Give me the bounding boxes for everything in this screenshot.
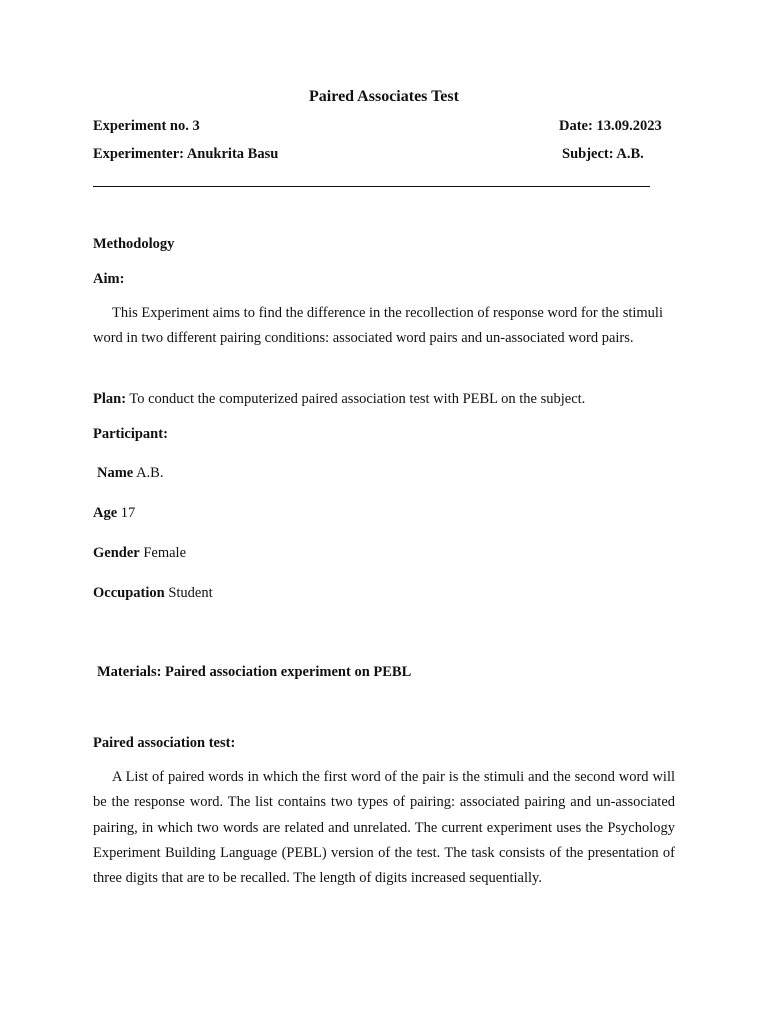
plan-line: [93, 391, 585, 408]
paired-association-paragraph: A List of paired words in which the first word of the pair is the stimuli and the second word will be the response word. The list contains two types of pairing: associated pairing and un-associated pairing, in which two words are related and unrelated. The current experiment uses the Psychology Experiment Building Language (PEBL) version of the test. The task consists of the presentation of three digits that are to be recalled. The length of digits increased sequentially.: [93, 769, 675, 887]
name-label: Name: [97, 465, 134, 481]
experimenter-name: Experimenter: Anukrita Basu: [93, 146, 279, 162]
aim-heading: Aim:: [93, 271, 125, 287]
experiment-date: Date: 13.09.2023: [559, 118, 662, 134]
plan-text: To conduct the computerized paired association test with PEBL on the subject.: [126, 391, 586, 407]
gender-label: Gender: [93, 545, 140, 561]
materials-heading: Materials: Paired association experiment on PEBL: [97, 664, 412, 680]
subject-name: Subject: A.B.: [562, 146, 644, 162]
participant-occupation-line: [93, 585, 213, 602]
plan-label: Plan:: [93, 391, 127, 407]
participant-age-line: [93, 505, 135, 522]
experiment-number: Experiment no. 3: [93, 118, 200, 134]
document-title: Paired Associates Test: [309, 88, 459, 105]
name-value: A.B.: [133, 465, 164, 481]
occupation-label: Occupation: [93, 585, 165, 601]
age-label: Age: [93, 505, 118, 521]
age-value: 17: [117, 505, 136, 521]
paired-association-heading: Paired association test:: [93, 735, 236, 751]
participant-gender-line: [93, 545, 186, 562]
occupation-value: Student: [164, 585, 213, 601]
gender-value: Female: [139, 545, 187, 561]
participant-heading: Participant:: [93, 426, 168, 442]
methodology-heading: Methodology: [93, 236, 175, 252]
header-divider: [93, 186, 650, 187]
participant-name-line: [97, 465, 163, 482]
aim-paragraph: This Experiment aims to find the difference in the recollection of response word for the stimuli word in two different pairing conditions: associated word pairs and un-associated word pairs.: [93, 305, 663, 347]
